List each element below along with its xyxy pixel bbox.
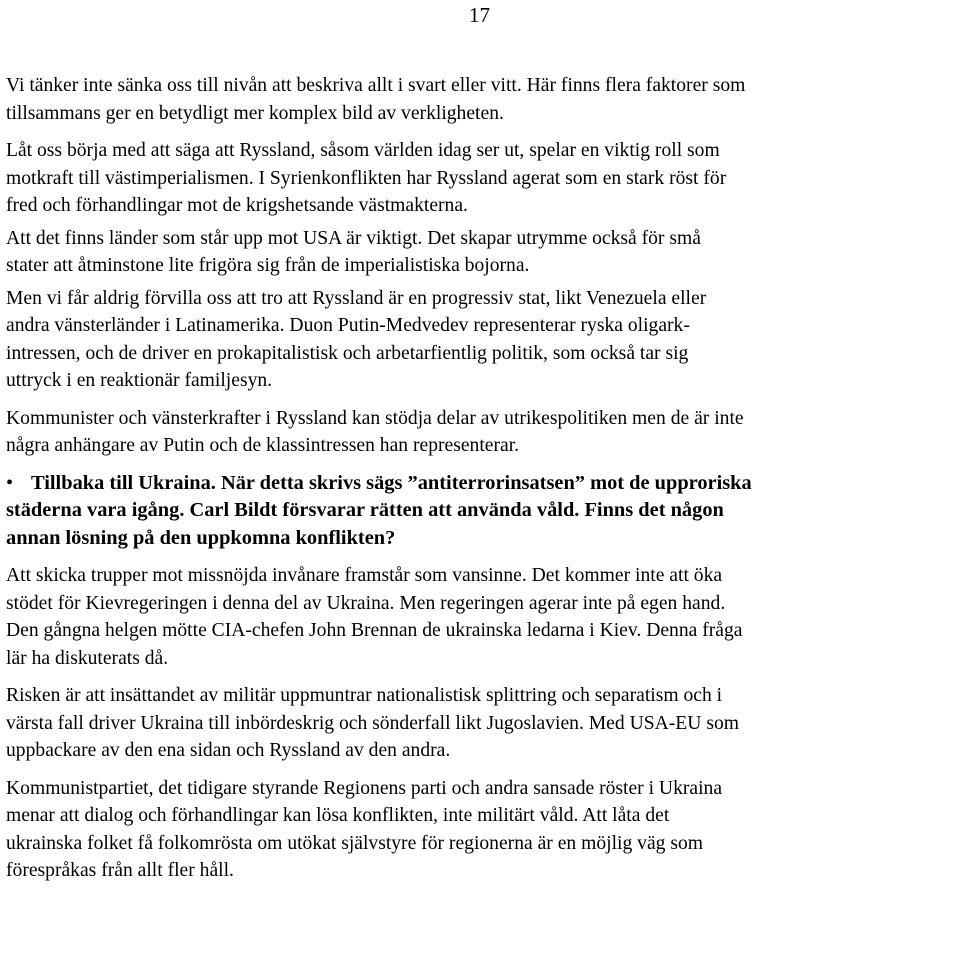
bullet-text	[6, 470, 752, 553]
text-line: stödet för Kievregeringen i denna del av Ukraina. Men regeringen agerar inte på egen hand.	[6, 592, 726, 614]
text-line: uttryck i en reaktionär familjesyn.	[6, 370, 273, 391]
text-line: stater att åtminstone lite frigöra sig från de imperialistiska bojorna.	[6, 255, 530, 276]
text-line: fred och förhandlingar mot de krigshetsande västmakterna.	[6, 195, 468, 216]
text-line: motkraft till västimperialismen. I Syrienkonflikten har Ryssland agerat som en stark röst för	[6, 167, 727, 189]
paragraph-risk	[6, 682, 956, 765]
paragraph-russia-role	[6, 137, 956, 220]
text-line: lär ha diskuterats då.	[6, 647, 169, 669]
text-line: Vi tänker inte sänka oss till nivån att beskriva allt i svart eller vitt. Här finns flera faktorer som	[6, 75, 746, 96]
text-line: Risken är att insättandet av militär uppmuntrar nationalistisk splittring och separatism och i	[6, 685, 723, 706]
bullet-icon: •	[6, 471, 14, 494]
text-line: Låt oss börja med att säga att Ryssland, såsom världen idag ser ut, spelar en viktig roll som	[6, 140, 720, 161]
paragraph-troops	[6, 562, 956, 672]
text-line: ukrainska folket få folkomrösta om utökat självstyre för regionerna är en möjlig väg som	[6, 832, 704, 854]
document-body	[6, 72, 956, 895]
text-line: Att det finns länder som står upp mot USA är viktigt. Det skapar utrymme också för små	[6, 227, 701, 249]
text-line: Kommunistpartiet, det tidigare styrande Regionens parti och andra sansade röster i Ukraina	[6, 777, 723, 799]
text-line: värsta fall driver Ukraina till inbördeskrig och sönderfall likt Jugoslavien. Med USA-EU som	[6, 712, 739, 734]
bullet-line: städerna vara igång. Carl Bildt försvarar rätten att använda våld. Finns det någon	[6, 499, 724, 521]
paragraph-communist-party	[6, 775, 956, 885]
paragraph-countries-usa	[6, 225, 956, 280]
text-line: andra vänsterländer i Latinamerika. Duon Putin-Medvedev representerar ryska oligark-	[6, 315, 690, 336]
text-line: intressen, och de driver en prokapitalistisk och arbetarfientlig politik, som också tar sig	[6, 342, 689, 364]
text-line: Att skicka trupper mot missnöjda invånare framstår som vansinne. Det kommer inte att öka	[6, 565, 723, 586]
text-line: några anhängare av Putin och de klassintressen han representerar.	[6, 435, 520, 456]
text-line: Den gångna helgen mötte CIA-chefen John Brennan de ukrainska ledarna i Kiev. Denna fråga	[6, 620, 743, 641]
paragraph-intro	[6, 72, 956, 127]
page-number: 17	[469, 3, 490, 27]
bullet-item-ukraine	[6, 470, 956, 553]
text-line: Men vi får aldrig förvilla oss att tro att Ryssland är en progressiv stat, likt Venezuela eller	[6, 287, 707, 309]
bullet-line: Tillbaka till Ukraina. När detta skrivs sägs ”antiterrorinsatsen” mot de upproriska	[31, 471, 752, 494]
text-line: förespråkas från allt fler håll.	[6, 860, 234, 881]
bullet-line: annan lösning på den uppkomna konflikten?	[6, 526, 396, 549]
paragraph-not-progressive	[6, 285, 956, 395]
text-line: Kommunister och vänsterkrafter i Ryssland kan stödja delar av utrikespolitiken men de är inte	[6, 407, 744, 429]
text-line: tillsammans ger en betydligt mer komplex bild av verkligheten.	[6, 102, 504, 124]
text-line: uppbackare av den ena sidan och Ryssland av den andra.	[6, 740, 451, 761]
text-line: menar att dialog och förhandlingar kan lösa konflikten, inte militärt våld. Att låta det	[6, 805, 670, 826]
paragraph-communists	[6, 405, 956, 460]
